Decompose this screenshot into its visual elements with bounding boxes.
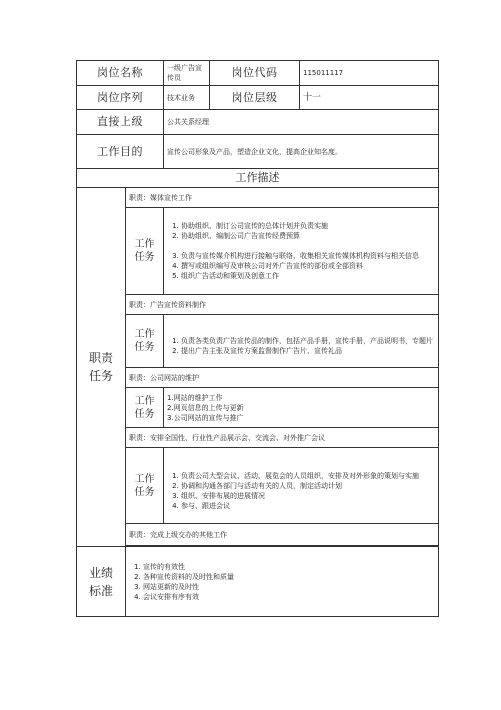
duty-title: 职责：广告宣传资料制作: [126, 295, 439, 315]
position-code-value: 115011117: [300, 61, 439, 86]
task-item: 1. 负责各类负责广告宣传品的制作，包括产品手册，宣传手册，产品说明书，专题片: [181, 326, 435, 346]
task-item: 2. 协助组织、编制公司广告宣传经费预算: [181, 231, 435, 241]
duty-title-row: [77, 428, 439, 448]
row-superior: [77, 110, 439, 135]
performance-item: 4. 会议安排有序有效: [143, 592, 435, 602]
direct-superior-value: 公共关系经理: [164, 110, 439, 135]
work-purpose-value: 宣传公司形象及产品，塑造企业文化，提高企业知名度。: [164, 135, 439, 169]
row-performance: [77, 547, 439, 617]
position-sequence-value: 技术业务: [164, 86, 210, 110]
task-item: 4. 撰写或组织编写及审核公司对外广告宣传的部份或全部资料: [181, 261, 435, 271]
work-task-label-text: 工作任务: [134, 239, 155, 263]
duty-title: 职责：公司网站的维护: [126, 368, 439, 388]
work-description-title: 工作描述: [77, 169, 439, 188]
task-list: [167, 326, 435, 356]
duty-title: 职责：媒体宣传工作: [126, 188, 439, 208]
duty-title: 职责：完成上级交办的其他工作: [126, 524, 439, 546]
task-item: 3. 负责与宣传媒介机构进行接触与联络，收集相关宣传媒体机构资料与相关信息: [181, 241, 435, 261]
row-seq-level: [77, 86, 439, 110]
position-sequence-label: 岗位序列: [77, 86, 164, 110]
task-item: 3.公司网站的宣传与推广: [167, 413, 244, 422]
task-list-cell: [164, 208, 439, 295]
direct-superior-label: 直接上级: [77, 110, 164, 135]
work-task-label-text: 工作任务: [134, 395, 155, 420]
work-task-label: [126, 448, 164, 524]
performance-label-text: 业绩标准: [88, 565, 113, 598]
work-task-label: [126, 315, 164, 368]
duties-label: [77, 188, 126, 547]
row-description-title: [77, 169, 439, 188]
position-name-label: 岗位名称: [77, 61, 164, 86]
task-item: 2.网页信息的上传与更新: [167, 403, 244, 412]
work-task-label: [126, 388, 164, 428]
duty-tasks-row: [77, 208, 439, 295]
form-table: [76, 60, 439, 617]
duty-tasks-row: [77, 388, 439, 428]
task-list-cell: [164, 315, 439, 368]
position-code-label: 岗位代码: [210, 61, 300, 86]
work-task-label-text: 工作任务: [134, 329, 155, 353]
position-name-value: 一级广告宣传员: [164, 61, 210, 86]
row-purpose: [77, 135, 439, 169]
task-item: 2. 提出广告主张及宣传方案监督制作广告片、宣传礼品: [181, 346, 435, 356]
row-name-code: [77, 61, 439, 86]
duty-title-row: [77, 368, 439, 388]
task-list: [167, 461, 435, 511]
performance-item: 2. 各种宣传资料的及时性和质量: [143, 572, 435, 582]
task-item: 1. 负责公司大型会议、活动、展览会的人员组织，安排及对外形象的策划与实施: [181, 461, 435, 481]
task-item: 5. 组织广告活动和策划及创意工作: [181, 271, 435, 281]
performance-item: 1. 宣传的有效性: [143, 562, 435, 572]
duty-title-row: [77, 295, 439, 315]
task-list-cell: [164, 388, 439, 428]
task-item: 4. 参与、跟进会议: [181, 501, 435, 511]
duty-title-row: [77, 188, 439, 208]
position-level-value: 十一: [300, 86, 439, 110]
performance-list: [129, 562, 435, 602]
duty-title: 职责：安排全国性、行业性产品展示会、交流会、对外推广会议: [126, 428, 439, 448]
duty-tasks-row: [77, 448, 439, 524]
performance-item: 3. 网站更新的及时性: [143, 582, 435, 592]
task-list-cell: [164, 448, 439, 524]
task-item: 2. 协调和沟通各部门与活动有关的人员，制定活动计划: [181, 481, 435, 491]
performance-list-cell: [126, 547, 439, 617]
job-description-form: [76, 60, 438, 617]
task-item: 1.网站的维护工作: [167, 393, 223, 402]
work-task-label: [126, 208, 164, 295]
performance-label: [77, 547, 126, 617]
duties-label-text: 职责任务: [88, 351, 113, 383]
task-item: 3. 组织、安排布展的进展情况: [181, 491, 435, 501]
duty-title-row: [77, 524, 439, 546]
task-list: [167, 221, 435, 281]
position-level-label: 岗位层级: [210, 86, 300, 110]
work-purpose-label: 工作目的: [77, 135, 164, 169]
duty-tasks-row: [77, 315, 439, 368]
work-task-label-text: 工作任务: [134, 473, 155, 498]
task-item: 1. 协助组织、制订公司宣传的总体计划并负责实施: [181, 221, 435, 231]
